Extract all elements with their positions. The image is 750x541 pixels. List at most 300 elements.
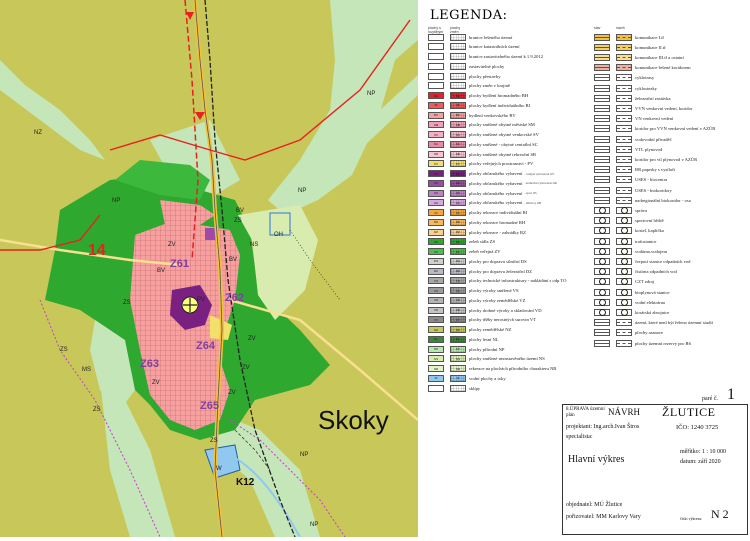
legend-label: komunikace řešené koridorem	[635, 65, 691, 71]
legend-item	[428, 53, 543, 61]
zone-label-z65: Z65	[200, 400, 219, 412]
town-label: Skoky	[318, 405, 389, 435]
legend-label: cyklotrasy	[635, 75, 655, 81]
legend-code: ZV	[434, 249, 438, 254]
symbol-line-icon	[595, 190, 609, 191]
legend-item	[428, 238, 495, 246]
legend-item	[428, 228, 526, 236]
legend-code: PV	[455, 161, 460, 166]
legend-symbol	[594, 85, 610, 92]
symbol-line-icon	[595, 37, 609, 38]
legend-symbol-change	[616, 278, 632, 285]
legend-label: plochy občanského vybavení	[469, 180, 523, 186]
legend-code: OS	[455, 191, 461, 195]
legend-label: komunikace III.tř a ostatní	[635, 54, 684, 60]
legend-swatch-change	[450, 63, 466, 70]
drawing-number-label: číslo výkresu:	[680, 516, 703, 521]
area-label-zv: ZV	[242, 365, 250, 371]
legend-code: SC	[433, 142, 439, 147]
legend-symbol-change	[616, 217, 632, 224]
legend-symbol	[594, 309, 610, 316]
legend-code: RH	[455, 220, 461, 225]
legend-item	[428, 111, 516, 119]
legend-swatch-change	[450, 346, 466, 353]
legend-symbol-change	[616, 146, 632, 153]
legend-swatch-change	[450, 131, 466, 138]
legend-code: OK	[433, 181, 439, 186]
area-label-nz: NZ	[34, 130, 42, 136]
legend-symbol	[594, 115, 610, 122]
legend-swatch	[428, 102, 444, 109]
legend-label-suffix: - komerční vybavenost OK	[524, 181, 557, 186]
legend-swatch-change	[450, 336, 466, 343]
legend-swatch-change	[450, 219, 466, 226]
symbol-line-icon	[595, 149, 609, 150]
legend-code: NS	[433, 356, 439, 361]
legend-code: OH	[455, 200, 461, 205]
legend-label: zeleň veřejná ZV	[469, 249, 501, 254]
symbol-line-icon	[595, 159, 609, 160]
legend-code: TO	[455, 278, 461, 283]
legend-label: plochy pro dopravu silniční DS	[469, 258, 527, 264]
legend-symbol-change	[616, 309, 632, 316]
legend-item	[594, 308, 669, 316]
legend-symbol	[594, 248, 610, 255]
legend-item	[594, 64, 691, 72]
legend-code: VT	[434, 317, 438, 322]
legend-item	[594, 288, 670, 296]
legend-symbol	[594, 136, 610, 143]
legend-code: BI	[456, 103, 460, 108]
legend-label: rekreace na plochách přírodního charakteru NR	[469, 366, 557, 371]
legend-item	[428, 365, 556, 373]
date: datum: září 2020	[680, 459, 721, 465]
legend-swatch-change	[450, 180, 466, 187]
symbol-line-icon	[595, 200, 609, 201]
legend-item	[428, 316, 536, 324]
drawing-title: Hlavní výkres	[568, 454, 625, 465]
legend-label: správa	[635, 207, 647, 213]
area-label-bv: BV	[236, 208, 245, 214]
legend-label: hranice zastavitelného území k 1.9.2012	[469, 54, 543, 59]
legend-symbol	[594, 299, 610, 306]
legend-swatch	[428, 180, 444, 187]
legend-label: plochy veřejných prostranství - PV	[469, 161, 534, 167]
legend-swatch-change	[450, 209, 466, 216]
symbol-line-icon	[617, 149, 631, 150]
legend-item	[594, 339, 691, 347]
legend-label: plochy těžby nerostných surovin VT	[469, 317, 537, 323]
legend-label: plochy smíšené - obytné centrální SC	[469, 141, 538, 147]
client: objednatel: MÚ Žlutice	[566, 502, 623, 508]
symbol-dot-icon	[599, 207, 606, 214]
symbol-line-icon	[595, 67, 609, 68]
legend-swatch	[428, 63, 444, 70]
legend-label: CZT zdroj	[635, 279, 655, 285]
legend-swatch	[428, 209, 444, 216]
procurer: pořizovatel: MM Karlovy Vary	[566, 514, 641, 520]
legend-item	[428, 43, 520, 51]
legend-item	[428, 326, 511, 334]
legend-code: BI	[434, 103, 438, 108]
legend-symbol-change	[616, 268, 632, 275]
legend-code: SM	[433, 122, 439, 127]
legend-swatch-change	[450, 355, 466, 362]
symbol-line-icon	[617, 67, 631, 68]
legend-symbol-change	[616, 95, 632, 102]
legend-swatch-change	[450, 375, 466, 382]
legend-item	[594, 268, 677, 276]
legend-symbol-change	[616, 329, 632, 336]
legend-symbol-change	[616, 105, 632, 112]
legend-symbol-change	[616, 258, 632, 265]
legend-item	[594, 94, 671, 102]
symbol-dot-icon	[599, 268, 606, 275]
legend-symbol-change	[616, 340, 632, 347]
symbol-line-icon	[595, 108, 609, 109]
legend-item	[594, 135, 672, 143]
legend-item	[428, 62, 504, 70]
legend-item	[594, 319, 713, 327]
legend-symbol-change	[616, 299, 632, 306]
legend-label: USES - biokoridory	[635, 187, 672, 193]
legend-item	[594, 176, 667, 184]
legend-swatch-change	[450, 385, 466, 392]
legend-code: OV	[455, 171, 461, 176]
symbol-line-icon	[617, 332, 631, 333]
legend-swatch	[428, 287, 444, 294]
symbol-dot-icon	[599, 278, 606, 285]
legend-symbol	[594, 207, 610, 214]
legend-symbol	[594, 105, 610, 112]
scale: měřítko: 1 : 10 000	[680, 449, 726, 455]
legend-code: RZ	[434, 230, 438, 234]
legend-item	[428, 179, 557, 187]
legend-swatch	[428, 82, 444, 89]
legend-label: plochy občanského vybavení	[469, 171, 523, 176]
legend-symbol-change	[616, 187, 632, 194]
legend-item	[428, 92, 528, 100]
corridor-label-k12: K12	[236, 477, 255, 488]
legend-item	[428, 287, 519, 295]
legend-label: bydlení venkovského BV	[469, 112, 516, 118]
symbol-dot-icon	[621, 238, 628, 245]
legend-label: kostel, kaplička	[635, 228, 664, 234]
legend-item	[594, 74, 654, 82]
symbol-line-icon	[617, 57, 631, 58]
legend-symbol	[594, 197, 610, 204]
symbol-dot-icon	[599, 258, 606, 265]
legend-label: vodárna,vodojem	[635, 248, 668, 254]
area-label-zv: ZV	[152, 380, 160, 386]
legend-item	[594, 227, 664, 235]
legend-label: plochy pro dopravu železniční DZ	[469, 268, 533, 274]
legend-symbol	[594, 146, 610, 153]
legend-swatch	[428, 346, 444, 353]
legend-swatch-change	[450, 121, 466, 128]
legend-item	[428, 248, 501, 256]
legend-code: SR	[455, 152, 461, 156]
legend-code: SV	[455, 132, 460, 137]
legend-label: plochy územní rezervy pro R6	[635, 340, 691, 346]
symbol-line-icon	[617, 200, 631, 201]
zone-label-z63: Z63	[140, 358, 159, 370]
legend-label: plochy občanského vybavení	[469, 190, 523, 196]
legend-code: DZ	[456, 269, 460, 273]
area-label-pv: PV	[197, 297, 206, 303]
legend-code: BH	[433, 93, 439, 98]
legend-code: RI	[434, 210, 438, 215]
legend-swatch	[428, 258, 444, 265]
symbol-line-icon	[595, 88, 609, 89]
legend-symbol	[594, 54, 610, 61]
legend-label: plochy asanace	[635, 330, 663, 336]
draft-label: NÁVRH	[608, 407, 641, 417]
legend-label: plochy rekreace individuální RI	[469, 210, 528, 215]
symbol-dot-icon	[621, 258, 628, 265]
legend-swatch-change	[450, 258, 466, 265]
legend-symbol	[594, 329, 610, 336]
legend-code: PV	[433, 161, 438, 166]
area-label-w: W	[216, 466, 222, 472]
area-label-zs: ZS	[210, 438, 218, 444]
legend-swatch	[428, 248, 444, 255]
legend-label: plochy bydlení hromadného BH	[469, 93, 529, 98]
legend-swatch-change	[450, 92, 466, 99]
specialist: specialista:	[566, 434, 593, 440]
area-label-zs: ZS	[234, 218, 242, 224]
legend-code: BV	[455, 113, 460, 117]
legend-symbol	[594, 34, 610, 41]
legend-symbol	[594, 258, 610, 265]
area-label-zs: ZS	[123, 300, 131, 306]
symbol-line-icon	[595, 332, 609, 333]
symbol-dot-icon	[621, 227, 628, 234]
legend-symbol-change	[616, 44, 632, 51]
legend-symbol	[594, 125, 610, 132]
legend-swatch	[428, 190, 444, 197]
area-label-np: NP	[310, 522, 319, 528]
legend-swatch	[428, 112, 444, 119]
zone-label-z61: Z61	[170, 258, 189, 270]
legend-code: BV	[433, 113, 438, 117]
legend-swatch-change	[450, 151, 466, 158]
legend-col-header: plochy s rozdílným	[428, 26, 444, 34]
legend-swatch	[428, 53, 444, 60]
legend-item	[428, 218, 525, 226]
legend-label: trafostanice	[635, 238, 657, 244]
symbol-dot-icon	[621, 278, 628, 285]
legend-symbol	[594, 176, 610, 183]
legend-item	[428, 140, 538, 148]
legend-code: DZ	[434, 269, 438, 273]
legend-swatch	[428, 151, 444, 158]
legend-item	[428, 160, 533, 168]
legend-label: plochy smíšené obytné rekreační SR	[469, 151, 537, 157]
legend-code: OS	[433, 191, 439, 195]
symbol-line-icon	[595, 343, 609, 344]
symbol-dot-icon	[599, 217, 606, 224]
legend-title: LEGENDA:	[430, 8, 508, 23]
legend-label: plochy přestavby	[469, 73, 501, 79]
legend-code: VD	[433, 308, 439, 312]
legend-swatch-change	[450, 229, 466, 236]
legend-item	[428, 335, 499, 343]
legend-label: plochy přírodní NP	[469, 346, 505, 352]
legend-label: plochy občanského vybavení	[469, 200, 523, 206]
legend-symbol-change	[616, 64, 632, 71]
legend-code: OV	[433, 171, 439, 176]
legend-item	[594, 186, 672, 194]
legend-panel	[418, 0, 750, 537]
legend-label: VVN venkovní vedení, koridor	[635, 105, 693, 111]
part-label: paré č.	[702, 396, 718, 402]
legend-label: cyklostezky	[635, 85, 657, 91]
legend-item	[428, 277, 566, 285]
legend-swatch	[428, 336, 444, 343]
legend-swatch	[428, 121, 444, 128]
symbol-line-icon	[617, 322, 631, 323]
legend-code: NS	[455, 356, 461, 361]
legend-label: bioplynová stanice	[635, 289, 670, 295]
legend-item	[594, 257, 690, 265]
legend-label: železniční zastávka	[635, 95, 671, 101]
symbol-line-icon	[617, 108, 631, 109]
legend-code: NZ	[456, 327, 460, 332]
area-label-zv: ZV	[228, 390, 236, 396]
legend-code: DS	[433, 259, 439, 264]
legend-label: území, které není být řešeno územní studií	[635, 320, 713, 326]
legend-swatch	[428, 268, 444, 275]
legend-label: vodní elektrárna	[635, 299, 665, 305]
symbol-dot-icon	[621, 248, 628, 255]
legend-label: plochy lesní NL	[469, 336, 499, 342]
change-label: 8.ÚPRAVA územní plán	[566, 407, 605, 418]
legend-label: zastavitelné plochy	[469, 63, 505, 69]
zone-label-z64: Z64	[196, 340, 215, 352]
legend-symbol	[594, 166, 610, 173]
legend-label: plochy rekreace hromadné RH	[469, 219, 526, 225]
symbol-dot-icon	[621, 289, 628, 296]
legend-symbol-change	[616, 125, 632, 132]
symbol-dot-icon	[621, 268, 628, 275]
legend-swatch-change	[450, 316, 466, 323]
area-label-np: NP	[300, 452, 309, 458]
legend-item	[594, 329, 663, 337]
legend-code: NZ	[434, 327, 438, 332]
legend-item	[594, 298, 665, 306]
legend-swatch	[428, 73, 444, 80]
area-label-np: NP	[367, 91, 376, 97]
legend-item	[428, 72, 501, 80]
legend-code: ZV	[456, 249, 460, 254]
legend-item	[594, 145, 662, 153]
legend-item	[594, 53, 684, 61]
legend-symbol	[594, 319, 610, 326]
legend-code: NR	[455, 366, 461, 371]
legend-item	[428, 121, 535, 129]
legend-swatch	[428, 229, 444, 236]
legend-swatch-change	[450, 307, 466, 314]
legend-item	[428, 150, 536, 158]
legend-label: sklípy	[469, 385, 481, 391]
legend-swatch	[428, 43, 444, 50]
legend-swatch-change	[450, 34, 466, 41]
area-label-bv: BV	[157, 268, 166, 274]
legend-label: USES - biocentra	[635, 177, 668, 183]
legend-col-header: návrh	[616, 26, 625, 30]
legend-label: VN venkovní vedení	[635, 116, 674, 122]
legend-item	[428, 82, 510, 90]
legend-label: plochy výroby zemědělské VZ	[469, 297, 526, 303]
symbol-line-icon	[595, 169, 609, 170]
legend-symbol	[594, 156, 610, 163]
legend-item	[594, 247, 667, 255]
legend-swatch-change	[450, 160, 466, 167]
legend-code: VS	[455, 288, 460, 293]
legend-symbol	[594, 187, 610, 194]
legend-code: ZS	[456, 239, 460, 244]
legend-swatch-change	[450, 53, 466, 60]
zone-label-z62: Z62	[225, 292, 244, 304]
legend-label: nadregionální biokoridor - osa	[635, 197, 691, 203]
symbol-line-icon	[617, 139, 631, 140]
legend-code: SR	[433, 152, 439, 156]
legend-code: VT	[456, 317, 460, 322]
legend-item	[594, 155, 697, 163]
legend-swatch-change	[450, 365, 466, 372]
legend-symbol	[594, 64, 610, 71]
legend-swatch	[428, 160, 444, 167]
area-label-ns: NS	[250, 242, 259, 248]
legend-item	[594, 237, 656, 245]
area-label-np: NP	[112, 198, 121, 204]
legend-label: plochy výroby smíšené VS	[469, 288, 519, 293]
legend-item	[428, 374, 506, 382]
legend-swatch-change	[450, 297, 466, 304]
legend-label: plochy smíšené obytné městské SM	[469, 122, 535, 128]
area-label-zv: ZV	[248, 336, 256, 342]
symbol-dot-icon	[621, 309, 628, 316]
legend-symbol-change	[616, 227, 632, 234]
legend-code: SM	[455, 122, 461, 127]
legend-label: VTL plynovod	[635, 146, 663, 152]
legend-item	[594, 125, 715, 133]
legend-item	[428, 209, 527, 217]
legend-item	[594, 84, 657, 92]
legend-code: ZS	[434, 239, 438, 244]
legend-label-suffix: - hřbitovy OH	[524, 200, 542, 205]
legend-label: plochy bydlení individuálního BI	[469, 102, 531, 108]
legend-swatch-change	[450, 190, 466, 197]
legend-label: koridor pro VVN venkovní vedení v AZÚR	[635, 126, 716, 132]
legend-label-suffix: - sport OS	[524, 191, 537, 195]
legend-swatch-change	[450, 82, 466, 89]
legend-item	[594, 278, 654, 286]
legend-label: plochy rekreace - zahrádky RZ	[469, 229, 526, 235]
area-label-zs: ZS	[93, 407, 101, 413]
legend-label: koridor pro vtl plynovod v AZÚR	[635, 156, 698, 162]
symbol-dot-icon	[621, 207, 628, 214]
legend-code: W	[456, 376, 460, 381]
legend-label: plochy drobné výroby a skladování VD	[469, 307, 542, 313]
symbol-line-icon	[617, 77, 631, 78]
legend-item	[594, 43, 666, 51]
area-label-zv: ZV	[168, 242, 176, 248]
legend-swatch-change	[450, 277, 466, 284]
symbol-dot-icon	[599, 248, 606, 255]
legend-code: NL	[456, 337, 460, 342]
